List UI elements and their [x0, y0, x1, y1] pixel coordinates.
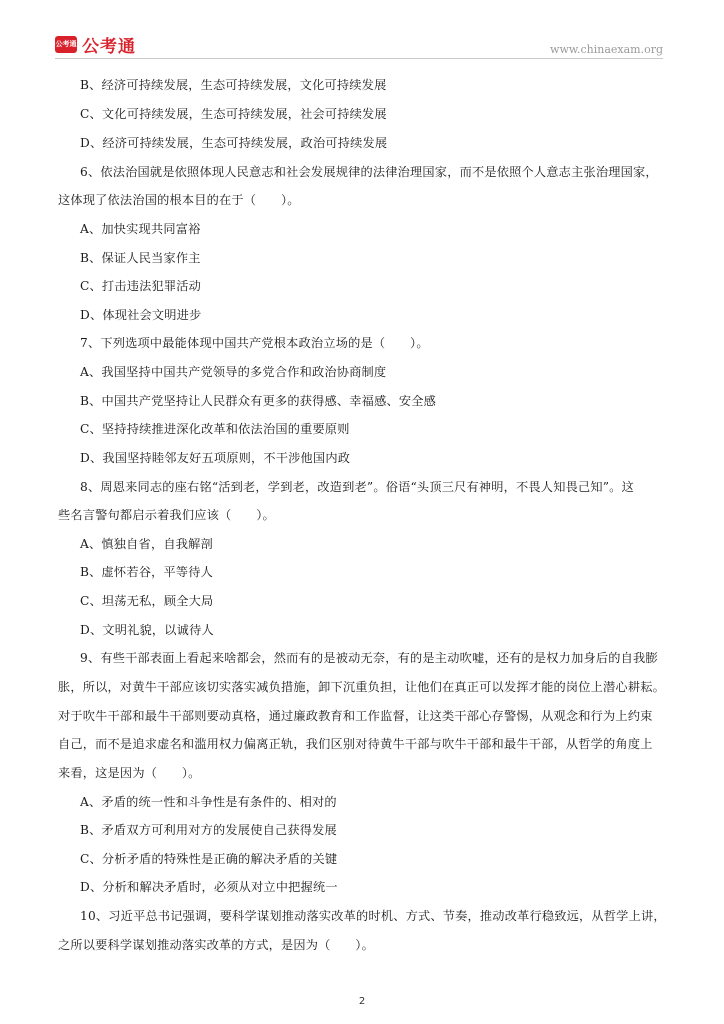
- option-line: A、加快实现共同富裕: [80, 222, 201, 236]
- question-line: 胀，所以，对黄牛干部应该切实落实减负措施，卸下沉重负担，让他们在真正可以发挥才能的岗位上潜心耕耘。: [58, 680, 665, 694]
- option-line: B、矛盾双方可利用对方的发展使自己获得发展: [80, 823, 337, 837]
- question-line: 7、下列选项中最能体现中国共产党根本政治立场的是（ ）。: [80, 336, 429, 350]
- option-line: B、中国共产党坚持让人民群众有更多的获得感、幸福感、安全感: [80, 394, 437, 408]
- option-line: C、坚持持续推进深化改革和依法治国的重要原则: [80, 422, 350, 436]
- option-line: D、文明礼貌，以诚待人: [80, 623, 214, 637]
- question-line: 这体现了依法治国的根本目的在于（ ）。: [58, 193, 300, 207]
- question-line: 10、习近平总书记强调，要科学谋划推动落实改革的时机、方式、节奏，推动改革行稳致远，从哲学上讲，: [80, 909, 666, 923]
- option-line: B、保证人民当家作主: [80, 251, 201, 265]
- option-line: D、我国坚持睦邻友好五项原则，不干涉他国内政: [80, 451, 351, 465]
- question-line: 些名言警句都启示着我们应该（ ）。: [58, 508, 275, 522]
- option-line: C、坦荡无私，顾全大局: [80, 594, 214, 608]
- option-line: A、我国坚持中国共产党领导的多党合作和政治协商制度: [80, 365, 387, 379]
- option-line: B、虚怀若谷，平等待人: [80, 565, 214, 579]
- option-line: C、打击违法犯罪活动: [80, 279, 202, 293]
- site-url: www.chinaexam.org: [550, 43, 663, 56]
- question-line: 6、依法治国就是依照体现人民意志和社会发展规律的法律治理国家，而不是依照个人意志主张治理国家，: [80, 165, 658, 179]
- question-line: 自己，而不是追求虚名和滥用权力偏离正轨，我们区别对待黄牛干部与吹牛干部和最牛干部，从哲学的角度上: [58, 737, 653, 751]
- option-line: A、矛盾的统一性和斗争性是有条件的、相对的: [80, 795, 337, 809]
- option-line: B、经济可持续发展，生态可持续发展，文化可持续发展: [80, 78, 387, 92]
- option-line: C、分析矛盾的特殊性是正确的解决矛盾的关键: [80, 852, 338, 866]
- logo-mark: 公考通: [55, 36, 77, 53]
- question-line: 来看，这是因为（ ）。: [58, 766, 201, 780]
- option-line: C、文化可持续发展，生态可持续发展，社会可持续发展: [80, 107, 387, 121]
- logo-text: 公考通: [82, 37, 136, 57]
- question-line: 8、周恩来同志的座右铭“活到老，学到老，改造到老”。俗语“头顶三尺有神明，不畏人知畏己知”。这: [80, 480, 634, 494]
- question-line: 9、有些干部表面上看起来啥都会，然而有的是被动无奈，有的是主动吹嘘，还有的是权力加身后的自我膨: [80, 651, 658, 665]
- page-header: [55, 32, 663, 62]
- option-line: D、体现社会文明进步: [80, 308, 202, 322]
- question-line: 之所以要科学谋划推动落实改革的方式，是因为（ ）。: [58, 938, 374, 952]
- option-line: A、慎独自省，自我解剖: [80, 537, 213, 551]
- option-line: D、分析和解决矛盾时，必须从对立中把握统一: [80, 880, 338, 894]
- page-number: 2: [358, 996, 366, 1007]
- logo: [55, 32, 136, 57]
- option-line: D、经济可持续发展，生态可持续发展，政治可持续发展: [80, 136, 388, 150]
- question-line: 对于吹牛干部和最牛干部则要动真格，通过廉政教育和工作监督，让这类干部心存警惕，从观念和行为上约束: [58, 709, 653, 723]
- header-divider: [55, 58, 663, 59]
